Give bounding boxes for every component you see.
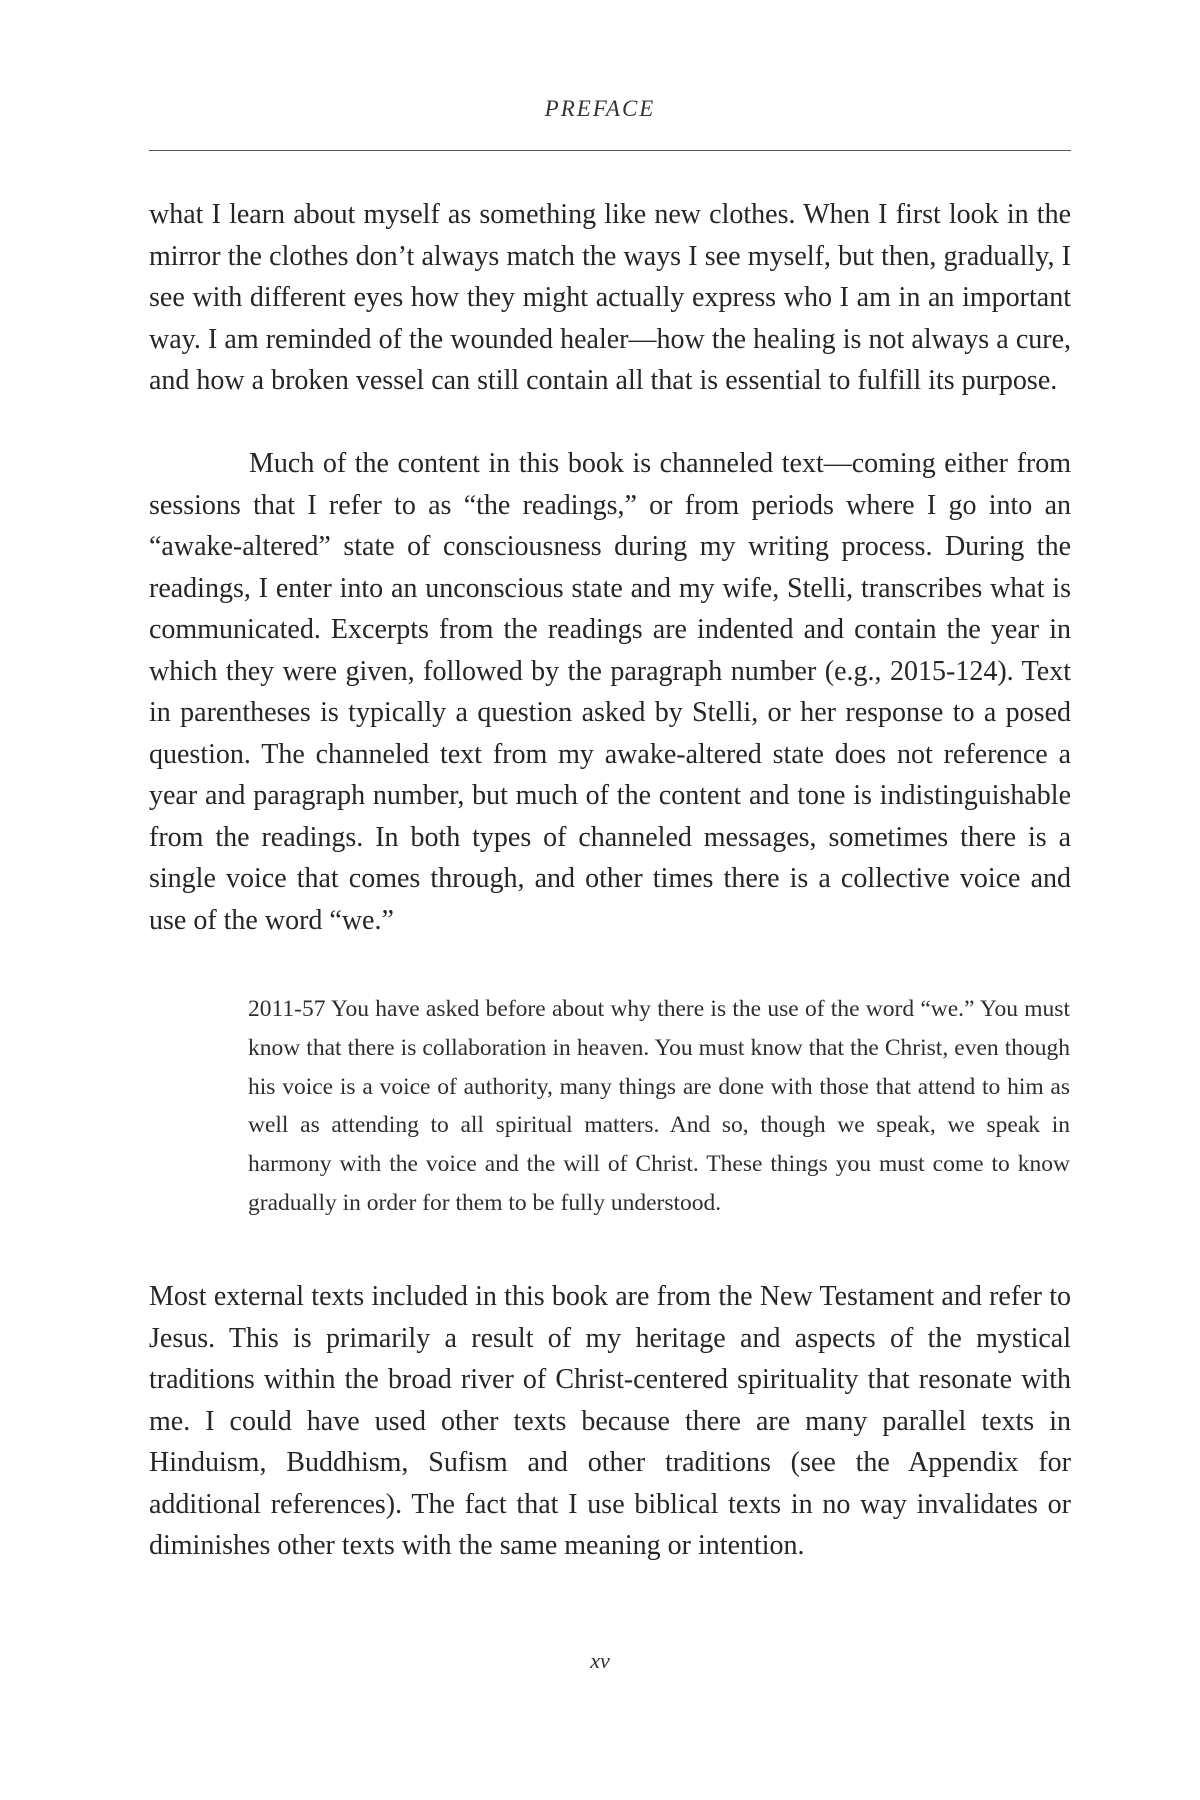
paragraph-text: Most external texts included in this book are from the New Testament and refer to Jesus. This is primarily a result of my heritage and aspects of the mystical traditions within the broad river of Christ-centered spirituality that resonate with me. I could have used other texts because there are many parallel texts in Hinduism, Buddhism, Sufism and other traditions (see the Appendix for additional references). The fact that I use biblical texts in no way invalidates or diminishes other texts with the same meaning or intention. [149,1281,1071,1561]
excerpt-reference: 2011-57 [248,996,326,1022]
body-paragraph-2 [149,443,1071,941]
running-head: PREFACE [544,96,656,121]
reading-excerpt [248,990,1070,1223]
header-rule [149,150,1071,151]
paragraph-text: what I learn about myself as something like new clothes. When I first look in the mirror the clothes don’t always match the ways I see myself, but then, gradually, I see with different eyes how they might actually express who I am in an important way. I am reminded of the wounded healer—how the healing is not always a cure, and how a broken vessel can still contain all that is essential to fulfill its purpose. [149,199,1071,396]
paragraph-2-text: Much of the content in this book is channeled text—coming either from sessions that I refer to as “the readings,” or from periods where I go into an “awake-altered” state of consciousness during my writing process. During the readings, I enter into an unconscious state and my wife, Stelli, transcribes what is communicated. Excerpts from the readings are indented and contain the year in which they were given, followed by the paragraph number (e.g., 2015-124). Text in parentheses is typically a question asked by Stelli, or her response to a posed question. The channeled text from my awake-altered state does not reference a year and paragraph number, but much of the content and tone is indistinguishable from the readings. In both types of channeled messages, sometimes there is a single voice that comes through, and other times there is a collective voice and use of the word “we.” [149,448,1071,936]
body-paragraph-1 [149,194,1071,402]
page-number: xv [590,1648,610,1673]
excerpt-text: You have asked before about why there is the use of the word “we.” You must know that there is collaboration in heaven. You must know that the Christ, even though his voice is a voice of authority, many things are done with those that attend to him as well as attending to all spiritual matters. And so, though we speak, we speak in harmony with the voice and the will of Christ. These things you must come to know gradually in order for them to be fully understood. [248,996,1070,1216]
body-paragraph-3 [149,1276,1071,1567]
paragraph-text [149,443,1071,941]
